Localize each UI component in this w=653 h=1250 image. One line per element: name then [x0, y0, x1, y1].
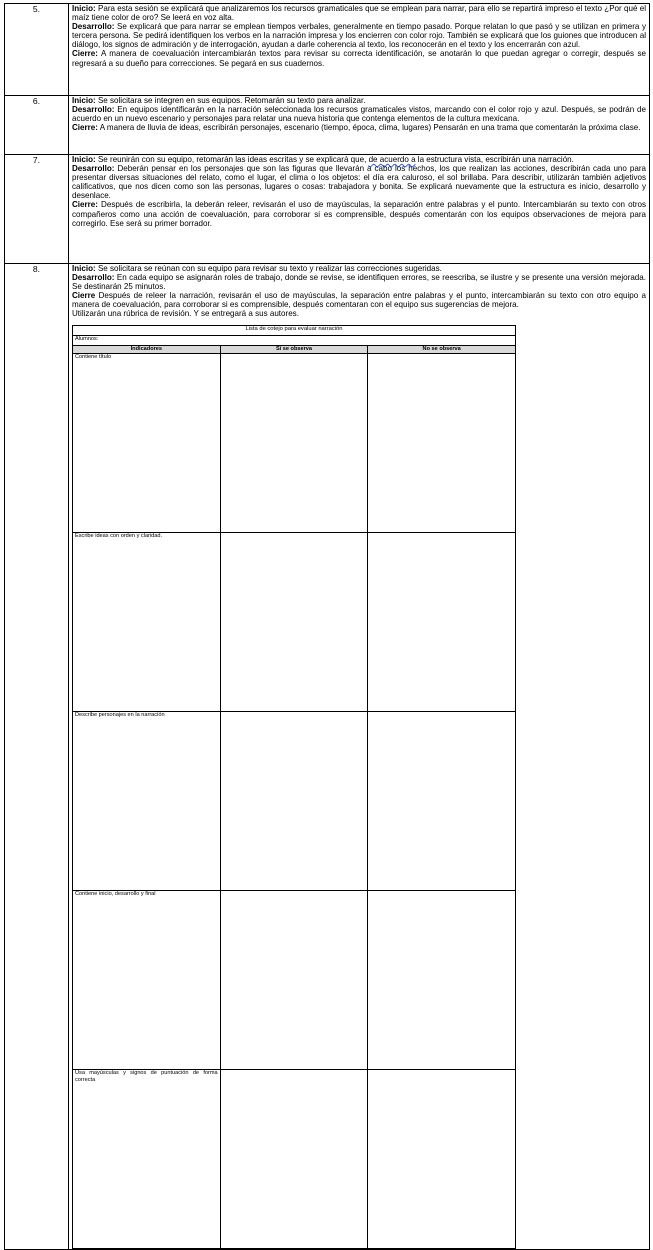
- observed-cell: [220, 1069, 368, 1248]
- desarrollo-text: Se explicará que para narrar se emplean tiempos verbales, generalmente en tiempo pasado. Porque relatan lo que pasó y se utilizan en primera y tercera persona. Se pedirá identifiquen los verbos en la narración impresa y los encierren con color rojo. También se explicará que los guiones que introducen al diálogo, los signos de admiración y de interrogación, ayudan a darle coherencia al texto, los reconocerán en el texto y los encerrarán con azul.: [72, 22, 646, 50]
- inicio-label: Inicio:: [72, 96, 96, 105]
- inicio-paragraph: [72, 4, 646, 22]
- indicator-cell: Usa mayúsculas y signos de puntuación de forma correcta: [73, 1069, 221, 1248]
- observed-cell: [220, 890, 368, 1069]
- inicio-label: Inicio:: [72, 155, 96, 164]
- session-row-7: [5, 155, 650, 264]
- lesson-sessions-table: [4, 3, 650, 1250]
- session-number: 6.: [5, 96, 69, 155]
- desarrollo-paragraph: [72, 105, 646, 123]
- not-observed-cell: [368, 890, 516, 1069]
- indicator-cell: Escribe ideas con orden y claridad.: [73, 532, 221, 711]
- not-observed-cell: [368, 353, 516, 532]
- cierre-text: Después de escribirla, la deberán releer, revisarán el uso de mayúsculas, la separación entre palabras y el punto. Intercambiarán su texto con otros compañeros como una acción de coevaluación, para corroborar si es comprensible, después comentarán con los equipos observaciones de mejora para corregirlo. Ese será su primer borrador.: [72, 200, 646, 228]
- desarrollo-label: Desarrollo:: [72, 164, 115, 174]
- checklist-row: [73, 1069, 516, 1248]
- cierre-text: A manera de lluvia de ideas, escribirán personajes, escenario (tiempo, época, clima, lugares) Pensarán en una trama que comentarán la próxima clase.: [97, 123, 641, 133]
- observed-cell: [220, 532, 368, 711]
- session-number: 7.: [5, 155, 69, 264]
- inicio-label: Inicio:: [72, 264, 96, 273]
- desarrollo-text: En equipos identificarán en la narración seleccionada los recursos gramaticales vistos, marcando con el color rojo y azul. Después, se podrán de acuerdo en un nuevo escenario y personajes para relatar una nueva historia que contenga elementos de la cultura mexicana.: [72, 105, 646, 124]
- inicio-text: Se reunirán con su equipo, retomarán las ideas escritas y se explicará que,: [95, 155, 369, 164]
- indicator-cell: Contiene título: [73, 353, 221, 532]
- inicio-paragraph: [72, 264, 646, 273]
- header-observed: Sí se observa: [220, 345, 368, 353]
- cierre-paragraph: [72, 49, 646, 67]
- session-content: [69, 4, 650, 96]
- inicio-paragraph: [72, 155, 646, 164]
- header-not-observed: No se observa: [368, 345, 516, 353]
- cierre-label: Cierre:: [72, 49, 98, 59]
- cierre-text: A manera de coevaluación intercambiarán textos para revisar su correcta identificación, se anotarán lo que puedan agregar o corregir, después se regresará a su dueño para correcciones. Se pegará en sus cuadernos.: [72, 49, 646, 68]
- indicator-cell: Contiene inicio, desarrollo y final: [73, 890, 221, 1069]
- cierre-paragraph: [72, 291, 646, 309]
- desarrollo-paragraph: [72, 22, 646, 49]
- cierre-paragraph: [72, 200, 646, 227]
- not-observed-cell: [368, 711, 516, 890]
- cierre-text: Después de releer la narración, revisarán el uso de mayúsculas, la separación entre palabras y el punto, intercambiarán su texto con otro equipo a manera de coevaluación, para corroborar si es comprensible, después comentaran con el equipo sus sugerencias de mejora.: [72, 291, 646, 310]
- checklist-header-row: [73, 345, 516, 353]
- checklist-row: [73, 353, 516, 532]
- session-content: [69, 155, 650, 264]
- spellcheck-underlined-text: de acuerdo a: [368, 155, 416, 164]
- not-observed-cell: [368, 1069, 516, 1248]
- not-observed-cell: [368, 532, 516, 711]
- students-label: Alumnos:: [73, 335, 516, 345]
- cierre-paragraph: [72, 123, 646, 132]
- inicio-text: Se solicitara se reúnan con su equipo para revisar su texto y realizar las correcciones sugeridas.: [95, 264, 442, 273]
- session-number: 5.: [5, 4, 69, 96]
- checklist-title: Lista de cotejo para evaluar narración: [73, 325, 516, 335]
- checklist-row: [73, 890, 516, 1069]
- observed-cell: [220, 353, 368, 532]
- session-row-6: [5, 96, 650, 155]
- session-number: 8.: [5, 264, 69, 1250]
- desarrollo-label: Desarrollo:: [72, 273, 115, 283]
- desarrollo-paragraph: [72, 164, 646, 200]
- desarrollo-text: Deberán pensar en los personajes que son las figuras que llevarán a cabo los hechos, los que realizan las acciones, describirán cada uno para presentar diversas situaciones del relato, como el lugar, el clima o los objetos: el día era caluroso, el sol brillaba. Para describir, utilizarán también adjetivos calificativos, que nos dicen como son las personas, lugares o cosas: trabajadora y bonita. Se explicará nuevamente que la estructura es inicio, desarrollo y desenlace.: [72, 164, 646, 201]
- inicio-text-continued: la estructura vista, escribirán una narración.: [415, 155, 574, 164]
- session-content: [69, 264, 650, 1250]
- indicator-cell: Describe personajes en la narración: [73, 711, 221, 890]
- checklist-row: [73, 532, 516, 711]
- session-row-5: [5, 4, 650, 96]
- session-content: [69, 96, 650, 155]
- header-indicators: Indicadores: [73, 345, 221, 353]
- inicio-text: Se solicitara se integren en sus equipos. Retomarán su texto para analizar.: [95, 96, 366, 105]
- evaluation-checklist-table: [72, 325, 516, 1249]
- observed-cell: [220, 711, 368, 890]
- inicio-text: Para esta sesión se explicará que analizaremos los recursos gramaticales que se emplean para narrar, para ello se repartirá impreso el texto ¿Por qué el maíz tiene color de oro? Se leerá en voz alta.: [72, 4, 646, 23]
- inicio-paragraph: [72, 96, 646, 105]
- inicio-label: Inicio:: [72, 4, 96, 13]
- desarrollo-text: En cada equipo se asignarán roles de trabajo, donde se revise, se identifiquen errores, se reescriba, se ilustre y se presente una versión mejorada. Se destinarán 25 minutos.: [72, 273, 646, 292]
- cierre-label: Cierre: [72, 291, 96, 301]
- session-row-8: [5, 264, 650, 1250]
- desarrollo-paragraph: [72, 273, 646, 291]
- cierre-label: Cierre:: [72, 200, 98, 210]
- desarrollo-label: Desarrollo:: [72, 22, 115, 32]
- cierre-label: Cierre:: [72, 123, 98, 133]
- checklist-row: [73, 711, 516, 890]
- rubric-note: Utilizarán una rúbrica de revisión. Y se entregará a sus autores.: [72, 309, 299, 319]
- desarrollo-label: Desarrollo:: [72, 105, 115, 115]
